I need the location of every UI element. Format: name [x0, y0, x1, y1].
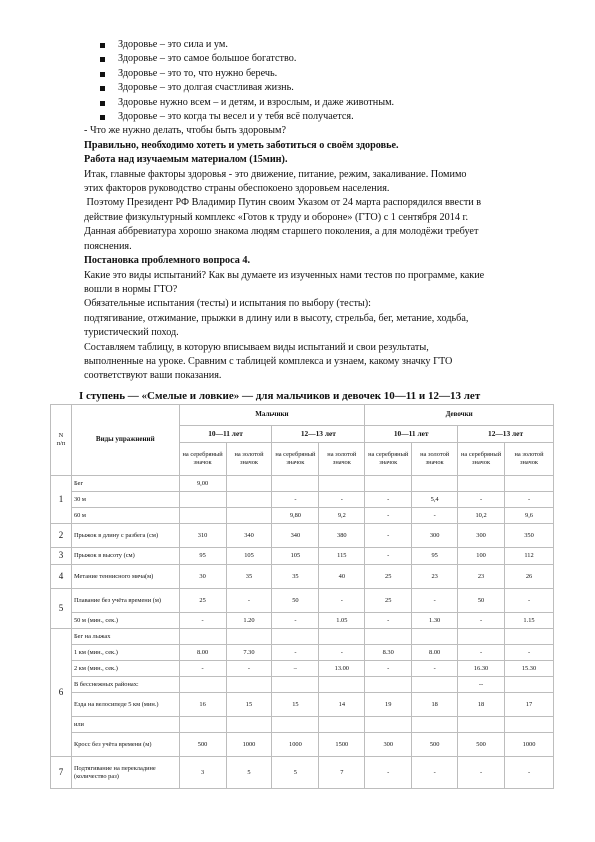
paragraph-line: вошли в нормы ГТО? — [84, 283, 178, 295]
exercise-label-cell: Прыжок в высоту (см) — [71, 548, 179, 565]
exercise-label-cell: 50 м (мин., сек.) — [71, 613, 179, 629]
norm-value-cell — [319, 476, 365, 492]
norm-value-cell: 50 — [272, 589, 319, 613]
bullet-square-icon — [100, 115, 105, 120]
header-girls: Девочки — [365, 405, 554, 426]
norm-value-cell: - — [365, 508, 412, 524]
table-row — [51, 565, 554, 589]
norm-value-cell — [179, 492, 226, 508]
norm-value-cell: - — [458, 492, 505, 508]
norm-value-cell: 50 — [458, 589, 505, 613]
header-silver: на серебряный значок — [272, 443, 319, 476]
table-row — [51, 508, 554, 524]
norm-value-cell — [458, 629, 505, 645]
norm-value-cell: -- — [458, 677, 505, 693]
norm-value-cell: 5 — [226, 757, 272, 789]
norm-value-cell: 15 — [226, 693, 272, 717]
exercise-label-cell: Подтягивание на перекладине (количество раз) — [71, 757, 179, 789]
table-row — [51, 733, 554, 757]
norm-value-cell: - — [179, 661, 226, 677]
norm-value-cell: - — [365, 548, 412, 565]
norm-value-cell — [365, 476, 412, 492]
norm-value-cell — [365, 629, 412, 645]
table-row — [51, 524, 554, 548]
paragraph-line: туристический поход. — [84, 327, 179, 339]
norm-value-cell: 350 — [505, 524, 554, 548]
exercise-label-cell: Плавание без учёта времени (м) — [71, 589, 179, 613]
norm-value-cell — [505, 629, 554, 645]
table-row — [51, 476, 554, 492]
norm-value-cell: 95 — [179, 548, 226, 565]
norm-value-cell: - — [179, 613, 226, 629]
paragraph-line: Какие это виды испытаний? Как вы думаете из изученных нами тестов по программе, какие — [84, 269, 485, 281]
paragraph-line: этих факторов руководство страны обеспокоено здоровьем населения. — [84, 183, 390, 195]
norm-value-cell — [505, 677, 554, 693]
norm-value-cell: 1000 — [226, 733, 272, 757]
norm-value-cell: - — [319, 492, 365, 508]
norm-value-cell: - — [458, 613, 505, 629]
bullet-square-icon — [100, 43, 105, 48]
norm-value-cell: 340 — [226, 524, 272, 548]
norm-value-cell: - — [272, 613, 319, 629]
bullet-item: Здоровье – это сила и ум. — [84, 38, 524, 52]
exercise-label-cell: Бег — [71, 476, 179, 492]
norm-value-cell: 19 — [365, 693, 412, 717]
row-number-cell: 1 — [51, 476, 72, 524]
table-row — [51, 717, 554, 733]
header-gold: на золотой значок — [226, 443, 272, 476]
section-heading: Постановка проблемного вопроса 4. — [84, 255, 251, 267]
header-number: N п/п — [51, 405, 72, 476]
norm-value-cell: 25 — [365, 589, 412, 613]
bullet-square-icon — [100, 72, 105, 77]
norm-value-cell: - — [226, 661, 272, 677]
norm-value-cell — [226, 629, 272, 645]
table-row — [51, 613, 554, 629]
table-row — [51, 589, 554, 613]
table-row — [51, 548, 554, 565]
row-number-cell: 4 — [51, 565, 72, 589]
norm-value-cell: 300 — [412, 524, 458, 548]
norm-value-cell: - — [412, 661, 458, 677]
norm-value-cell: - — [365, 757, 412, 789]
table-row — [51, 661, 554, 677]
header-gold: на золотой значок — [319, 443, 365, 476]
health-bullet-list — [84, 38, 524, 124]
norm-value-cell — [319, 717, 365, 733]
header-age: 12—13 лет — [458, 426, 554, 443]
table-row — [51, 492, 554, 508]
norm-value-cell: - — [272, 492, 319, 508]
norm-value-cell — [365, 717, 412, 733]
row-number-cell: 5 — [51, 589, 72, 629]
header-age: 10—11 лет — [179, 426, 272, 443]
norm-value-cell: 1.20 — [226, 613, 272, 629]
norm-value-cell — [179, 717, 226, 733]
exercise-label-cell: Прыжок в длину с разбега (см) — [71, 524, 179, 548]
norm-value-cell: 9,80 — [272, 508, 319, 524]
norm-value-cell: 105 — [272, 548, 319, 565]
norm-value-cell — [272, 677, 319, 693]
paragraph-line: подтягивание, отжимание, прыжки в длину или в высоту, стрельба, бег, метание, ходьба, — [84, 312, 469, 324]
row-number-cell: 3 — [51, 548, 72, 565]
table-row — [51, 629, 554, 645]
bullet-item: Здоровье – это когда ты весел и у тебя всё получается. — [84, 110, 524, 124]
norm-value-cell: 13.00 — [319, 661, 365, 677]
norm-value-cell: 8.30 — [365, 645, 412, 661]
table-row — [51, 693, 554, 717]
norm-value-cell: 1.05 — [319, 613, 365, 629]
norm-value-cell — [505, 476, 554, 492]
bullet-square-icon — [100, 101, 105, 106]
norm-value-cell: 105 — [226, 548, 272, 565]
norm-value-cell: 15 — [272, 693, 319, 717]
bullet-item: Здоровье нужно всем – и детям, и взрослым, и даже животным. — [84, 96, 524, 110]
norm-value-cell: - — [412, 757, 458, 789]
norm-value-cell: 25 — [179, 589, 226, 613]
paragraph-line: выполненные на уроке. Сравним с таблицей комплекса и узнаем, какому значку ГТО — [84, 355, 453, 367]
norm-value-cell — [226, 492, 272, 508]
norm-value-cell: - — [458, 757, 505, 789]
bullet-square-icon — [100, 86, 105, 91]
norm-value-cell — [226, 717, 272, 733]
norm-value-cell: 1.30 — [412, 613, 458, 629]
header-boys: Мальчики — [179, 405, 365, 426]
norm-value-cell: - — [365, 524, 412, 548]
norm-value-cell: 1.15 — [505, 613, 554, 629]
norm-value-cell: 100 — [458, 548, 505, 565]
answer-line: Правильно, необходимо хотеть и уметь заботиться о своём здоровье. — [84, 139, 399, 151]
norm-value-cell: - — [505, 757, 554, 789]
header-age: 10—11 лет — [365, 426, 458, 443]
norm-value-cell: 340 — [272, 524, 319, 548]
text-body — [84, 38, 524, 384]
paragraph-line: Поэтому Президент РФ Владимир Путин своим Указом от 24 марта распорядился ввести в — [84, 197, 482, 209]
norm-value-cell: 16.30 — [458, 661, 505, 677]
norm-value-cell: 5,4 — [412, 492, 458, 508]
norm-value-cell: - — [412, 508, 458, 524]
norm-value-cell — [365, 677, 412, 693]
norm-value-cell: 500 — [458, 733, 505, 757]
section-heading: Работа над изучаемым материалом (15мин). — [84, 154, 288, 166]
paragraph-line: Составляем таблицу, в которую вписываем виды испытаний и свои результаты, — [84, 341, 429, 353]
header-silver: на серебряный значок — [179, 443, 226, 476]
exercise-label-cell: Кросс без учёта времени (м) — [71, 733, 179, 757]
norm-value-cell: - — [365, 492, 412, 508]
header-silver: на серебряный значок — [458, 443, 505, 476]
exercise-label-cell: 1 км (мин., сек.) — [71, 645, 179, 661]
norm-value-cell: 112 — [505, 548, 554, 565]
row-number-cell: 2 — [51, 524, 72, 548]
header-silver: на серебряный значок — [365, 443, 412, 476]
norm-value-cell: – — [272, 661, 319, 677]
norm-value-cell: - — [272, 645, 319, 661]
norm-value-cell: 35 — [226, 565, 272, 589]
norm-value-cell — [179, 508, 226, 524]
norm-value-cell: 40 — [319, 565, 365, 589]
norm-value-cell: 7 — [319, 757, 365, 789]
norm-value-cell — [458, 717, 505, 733]
norm-value-cell — [226, 508, 272, 524]
norm-value-cell: - — [319, 645, 365, 661]
norm-value-cell: 8.00 — [179, 645, 226, 661]
exercise-label-cell: Бег на лыжах — [71, 629, 179, 645]
norm-value-cell — [458, 476, 505, 492]
norm-value-cell: 1000 — [505, 733, 554, 757]
norm-value-cell — [272, 717, 319, 733]
table-row — [51, 645, 554, 661]
norm-value-cell: 26 — [505, 565, 554, 589]
norm-value-cell — [505, 717, 554, 733]
header-gold: на золотой значок — [412, 443, 458, 476]
norm-value-cell: 14 — [319, 693, 365, 717]
norm-value-cell — [412, 677, 458, 693]
norm-value-cell: 25 — [365, 565, 412, 589]
exercise-label-cell: или — [71, 717, 179, 733]
paragraph-line: соответствуют ваши показания. — [84, 370, 222, 382]
norm-value-cell — [319, 629, 365, 645]
norm-value-cell: 300 — [458, 524, 505, 548]
bullet-square-icon — [100, 57, 105, 62]
norm-value-cell — [179, 677, 226, 693]
header-age: 12—13 лет — [272, 426, 365, 443]
table-title: I ступень — «Смелые и ловкие» — для мальчиков и девочек 10—11 и 12—13 лет — [79, 390, 481, 402]
norm-value-cell — [272, 476, 319, 492]
norm-value-cell: 18 — [412, 693, 458, 717]
norm-value-cell — [412, 717, 458, 733]
table-row — [51, 677, 554, 693]
norm-value-cell: 1000 — [272, 733, 319, 757]
exercise-label-cell: В бесснежных районах: — [71, 677, 179, 693]
bullet-item: Здоровье – это то, что нужно беречь. — [84, 67, 524, 81]
norm-value-cell: - — [365, 661, 412, 677]
table-body — [51, 476, 554, 789]
norm-value-cell — [319, 677, 365, 693]
paragraph-line: Обязательные испытания (тесты) и испытания по выбору (тесты): — [84, 298, 371, 310]
norm-value-cell: 15.30 — [505, 661, 554, 677]
norm-value-cell: 23 — [412, 565, 458, 589]
norm-value-cell: 500 — [179, 733, 226, 757]
norm-value-cell: - — [319, 589, 365, 613]
question-line: - Что же нужно делать, чтобы быть здоровым? — [84, 125, 286, 137]
norm-value-cell — [226, 677, 272, 693]
exercise-label-cell: Езда на велосипеде 5 км (мин.) — [71, 693, 179, 717]
paragraph-line: действие физкультурный комплекс «Готов к труду и обороне» (ГТО) с 1 сентября 2014 г. — [84, 211, 469, 223]
norm-value-cell: - — [226, 589, 272, 613]
header-gold: на золотой значок — [505, 443, 554, 476]
row-number-cell: 6 — [51, 629, 72, 757]
norm-value-cell: 3 — [179, 757, 226, 789]
norm-value-cell: 95 — [412, 548, 458, 565]
gto-norms-table — [50, 404, 554, 789]
row-number-cell: 7 — [51, 757, 72, 789]
paragraph-line: пояснения. — [84, 240, 132, 252]
norm-value-cell: 23 — [458, 565, 505, 589]
norm-value-cell: 9,00 — [179, 476, 226, 492]
norm-value-cell: 10,2 — [458, 508, 505, 524]
norm-value-cell: 1500 — [319, 733, 365, 757]
norm-value-cell: 115 — [319, 548, 365, 565]
norm-value-cell: 8.00 — [412, 645, 458, 661]
exercise-label-cell: Метание теннисного мяча(м) — [71, 565, 179, 589]
norm-value-cell: 17 — [505, 693, 554, 717]
norm-value-cell: - — [458, 645, 505, 661]
exercise-label-cell: 2 км (мин., сек.) — [71, 661, 179, 677]
norm-value-cell: 310 — [179, 524, 226, 548]
norm-value-cell: 380 — [319, 524, 365, 548]
exercise-label-cell: 30 м — [71, 492, 179, 508]
header-exercise-type: Виды упражнений — [71, 405, 179, 476]
norm-value-cell: 300 — [365, 733, 412, 757]
norm-value-cell: - — [505, 645, 554, 661]
bullet-item: Здоровье – это долгая счастливая жизнь. — [84, 81, 524, 95]
norm-value-cell: - — [365, 613, 412, 629]
table-row — [51, 757, 554, 789]
norm-value-cell: 9,6 — [505, 508, 554, 524]
paragraph-line: Данная аббревиатура хорошо знакома людям старшего поколения, а для молодёжи требует — [84, 226, 479, 238]
norm-value-cell: - — [505, 589, 554, 613]
paragraph-line: Итак, главные факторы здоровья - это движение, питание, режим, закаливание. Помимо — [84, 168, 467, 180]
norm-value-cell — [412, 476, 458, 492]
norm-value-cell: 500 — [412, 733, 458, 757]
norm-value-cell — [412, 629, 458, 645]
norm-value-cell — [226, 476, 272, 492]
bullet-item: Здоровье – это самое большое богатство. — [84, 52, 524, 66]
norm-value-cell: 7.30 — [226, 645, 272, 661]
norm-value-cell: - — [505, 492, 554, 508]
norm-value-cell: - — [412, 589, 458, 613]
exercise-label-cell: 60 м — [71, 508, 179, 524]
norm-value-cell: 5 — [272, 757, 319, 789]
norm-value-cell: 30 — [179, 565, 226, 589]
norm-value-cell: 16 — [179, 693, 226, 717]
norm-value-cell: 18 — [458, 693, 505, 717]
norm-value-cell — [272, 629, 319, 645]
norm-value-cell: 35 — [272, 565, 319, 589]
norm-value-cell — [179, 629, 226, 645]
norm-value-cell: 9,2 — [319, 508, 365, 524]
